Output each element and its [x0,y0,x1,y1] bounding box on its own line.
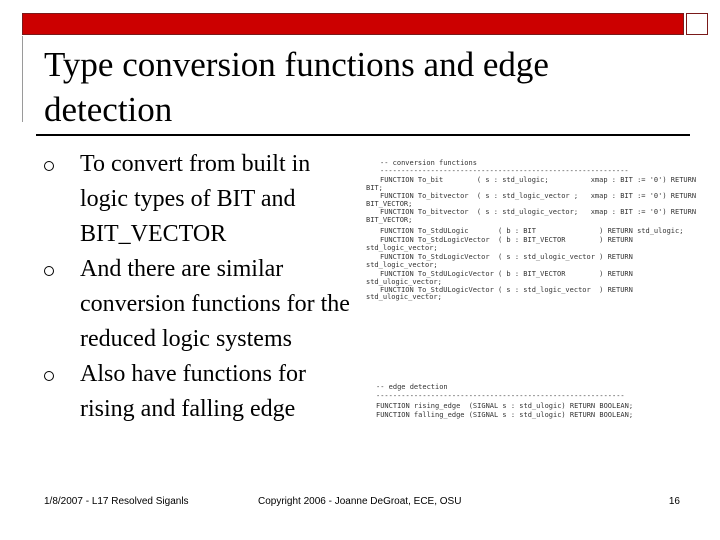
title-decoration-box [686,13,708,35]
code-line: BIT; [366,184,383,192]
code-line: -- conversion functions [380,159,477,167]
footer-date-title: 1/8/2007 - L17 Resolved Siganls [44,496,189,507]
bullet-item [44,357,354,427]
code-line: std_logic_vector; [366,244,438,252]
code-line: BIT_VECTOR; [366,216,413,224]
code-line: FUNCTION To_StdLogicVector ( b : BIT_VECTOR ) RETURN [380,236,633,244]
code-line: ----------------------------------------------------------- [380,167,629,175]
slide-title: Type conversion functions and edge detection [44,45,549,129]
bullet-item [44,147,354,252]
code-line: -- edge detection [376,383,448,391]
code-line: FUNCTION To_bit ( s : std_ulogic; xmap : BIT := '0') RETURN [380,176,697,184]
code-line: FUNCTION falling_edge (SIGNAL s : std_ulogic) RETURN BOOLEAN; [376,411,634,419]
code-line: FUNCTION To_StdULogicVector ( b : BIT_VECTOR ) RETURN [380,270,633,278]
code-line: BIT_VECTOR; [366,200,413,208]
hollow-circle-bullet-icon [44,371,54,381]
hollow-circle-bullet-icon [44,266,54,276]
bullet-text: And there are similar conversion functions for the reduced logic systems [80,256,350,352]
conversion-functions-code [366,159,697,301]
code-line: FUNCTION To_bitvector ( s : std_logic_vector ; xmap : BIT := '0') RETURN [380,192,697,200]
code-line: FUNCTION To_StdLogicVector ( s : std_ulogic_vector ) RETURN [380,253,633,261]
code-line: ----------------------------------------------------------- [376,392,625,400]
page-number: 16 [668,496,680,507]
code-line: FUNCTION To_bitvector ( s : std_ulogic_vector; xmap : BIT := '0') RETURN [380,208,697,216]
edge-detection-code [376,384,676,424]
code-line: FUNCTION To_StdULogic ( b : BIT ) RETURN std_ulogic; [380,227,684,235]
code-line: FUNCTION To_StdULogicVector ( s : std_logic_vector ) RETURN [380,286,633,294]
bullet-text: Also have functions for rising and falling edge [80,361,306,422]
hollow-circle-bullet-icon [44,161,54,171]
code-line: std_ulogic_vector; [366,293,442,301]
code-line: FUNCTION rising_edge (SIGNAL s : std_ulogic) RETURN BOOLEAN; [376,402,634,410]
title-decoration-bar [22,13,684,35]
title-decoration-line [22,36,23,122]
bullet-item [44,252,354,357]
code-line: std_logic_vector; [366,261,438,269]
footer-copyright: Copyright 2006 - Joanne DeGroat, ECE, OSU [258,496,462,507]
code-line: std_ulogic_vector; [366,278,442,286]
bullet-list [44,147,354,427]
title-underline [36,134,690,136]
bullet-text: To convert from built in logic types of BIT and BIT_VECTOR [80,151,311,247]
